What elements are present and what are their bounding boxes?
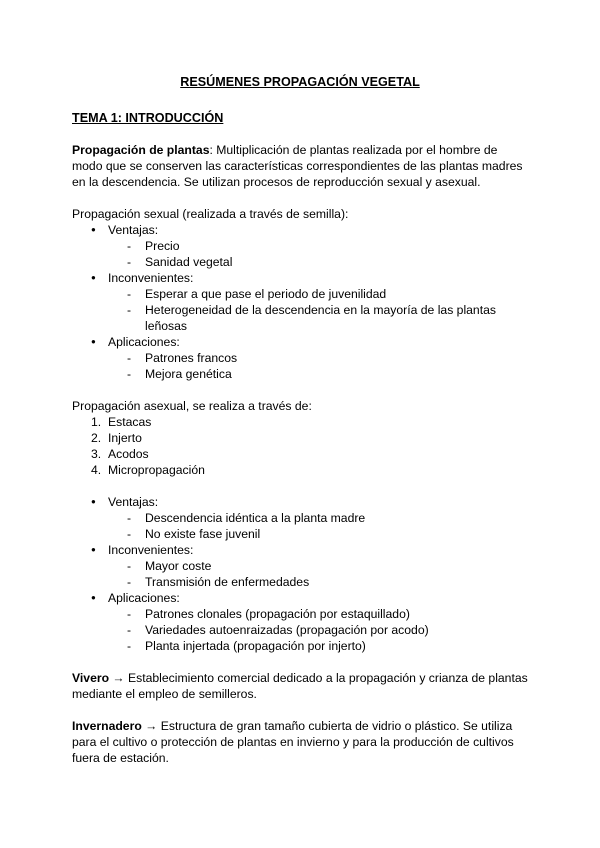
dash-icon: -	[127, 287, 132, 301]
bullet-icon: ●	[91, 545, 96, 554]
section-heading: TEMA 1: INTRODUCCIÓN	[72, 111, 224, 125]
asexual-aplicaciones-label: Aplicaciones:	[108, 591, 180, 605]
list-number: 2.	[91, 431, 102, 445]
term-vivero: Vivero	[72, 671, 110, 685]
sexual-aplicacion-item: Mejora genética	[145, 367, 232, 381]
dash-icon: -	[127, 511, 132, 525]
asexual-aplicacion-item: Variedades autoenraizadas (propagación por acodo)	[145, 623, 429, 637]
sexual-aplicacion-item: Patrones francos	[145, 351, 238, 365]
definition-propagacion-line-3: en la descendencia. Se utilizan procesos de reproducción sexual y asexual.	[72, 175, 481, 189]
asexual-ventaja-item: Descendencia idéntica a la planta madre	[145, 511, 366, 525]
sexual-inconvenientes-label: Inconvenientes:	[108, 271, 194, 285]
sexual-ventaja-item: Sanidad vegetal	[145, 255, 233, 269]
asexual-intro: Propagación asexual, se realiza a través de:	[72, 399, 312, 413]
asexual-inconveniente-item: Transmisión de enfermedades	[145, 575, 310, 589]
asexual-metodo-item: Acodos	[108, 447, 149, 461]
asexual-metodo-item: Injerto	[108, 431, 142, 445]
dash-icon: -	[127, 367, 132, 381]
asexual-metodo-item: Estacas	[108, 415, 152, 429]
bullet-icon: ●	[91, 593, 96, 602]
bullet-icon: ●	[91, 273, 96, 282]
bullet-icon: ●	[91, 337, 96, 346]
sexual-inconveniente-item: Heterogeneidad de la descendencia en la mayoría de las plantas	[145, 303, 496, 317]
bullet-icon: ●	[91, 497, 96, 506]
list-number: 4.	[91, 463, 102, 477]
sexual-intro: Propagación sexual (realizada a través de semilla):	[72, 207, 349, 221]
sexual-inconveniente-item: Esperar a que pase el periodo de juvenilidad	[145, 287, 387, 301]
asexual-aplicacion-item: Patrones clonales (propagación por estaquillado)	[145, 607, 410, 621]
definition-vivero-line-1: Vivero → Establecimiento comercial dedicado a la propagación y crianza de plantas	[72, 671, 528, 685]
definition-invernadero-line-3: fuera de estación.	[72, 751, 169, 765]
asexual-ventaja-item: No existe fase juvenil	[145, 527, 261, 541]
dash-icon: -	[127, 255, 132, 269]
dash-icon: -	[127, 239, 132, 253]
dash-icon: -	[127, 607, 132, 621]
sexual-inconveniente-item-continuation: leñosas	[145, 319, 188, 333]
sexual-ventajas-label: Ventajas:	[108, 223, 159, 237]
dash-icon: -	[127, 351, 132, 365]
dash-icon: -	[127, 623, 132, 637]
list-number: 1.	[91, 415, 102, 429]
list-number: 3.	[91, 447, 102, 461]
dash-icon: -	[127, 303, 132, 317]
definition-invernadero-line-2: para el cultivo o protección de plantas en invierno y para la producción de cultivos	[72, 735, 514, 749]
dash-icon: -	[127, 575, 132, 589]
definition-propagacion-line-1: Propagación de plantas: Multiplicación de plantas realizada por el hombre de	[72, 143, 498, 157]
dash-icon: -	[127, 559, 132, 573]
sexual-ventaja-item: Precio	[145, 239, 180, 253]
dash-icon: -	[127, 639, 132, 653]
asexual-ventajas-label: Ventajas:	[108, 495, 159, 509]
definition-propagacion-line-2: modo que se conserven las características correspondientes de las plantas madres	[72, 159, 523, 173]
definition-invernadero-line-1: Invernadero → Estructura de gran tamaño cubierta de vidrio o plástico. Se utiliza	[72, 719, 513, 733]
definition-vivero-line-2: mediante el empleo de semilleros.	[72, 687, 257, 701]
term-invernadero: Invernadero	[72, 719, 142, 733]
term-propagacion: Propagación de plantas	[72, 143, 210, 157]
dash-icon: -	[127, 527, 132, 541]
asexual-inconvenientes-label: Inconvenientes:	[108, 543, 194, 557]
document-title: RESÚMENES PROPAGACIÓN VEGETAL	[180, 75, 420, 89]
asexual-aplicacion-item: Planta injertada (propagación por injerto)	[145, 639, 366, 653]
bullet-icon: ●	[91, 225, 96, 234]
sexual-aplicaciones-label: Aplicaciones:	[108, 335, 180, 349]
asexual-inconveniente-item: Mayor coste	[145, 559, 212, 573]
asexual-metodo-item: Micropropagación	[108, 463, 205, 477]
